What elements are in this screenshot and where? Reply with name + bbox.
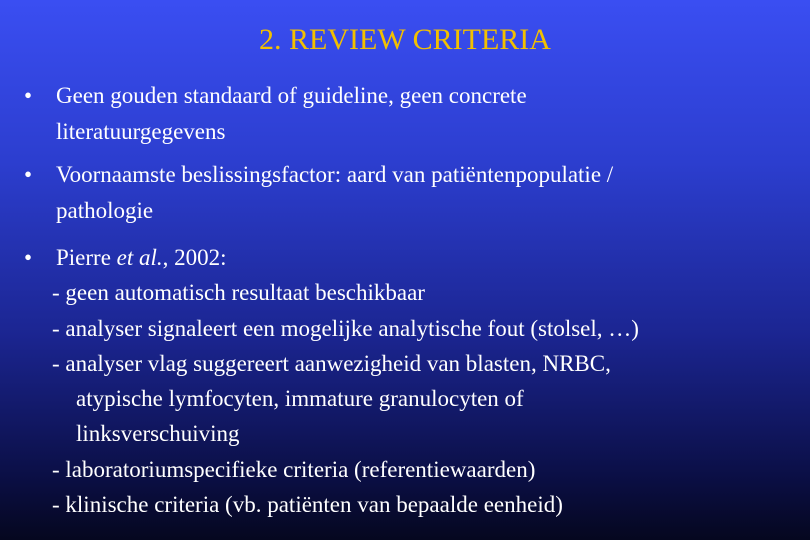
sub-criterion-3-cont-2: linksverschuiving [76,421,240,447]
sub-criterion-1: - geen automatisch resultaat beschikbaar [52,280,425,306]
sub-criterion-3-cont-1: atypische lymfocyten, immature granulocyten of [76,386,524,412]
citation-year: , 2002: [162,245,227,270]
bullet-2-line-1: Voornaamste beslissingsfactor: aard van patiëntenpopulatie / [56,162,614,187]
bullet-item-3 [24,240,639,522]
sub-criterion-2: - analyser signaleert een mogelijke analytische fout (stolsel, …) [52,315,639,341]
citation-line [56,240,639,275]
bullet-dot: • [24,245,33,270]
bullet-1-line-2: literatuurgegevens [56,119,226,144]
bullet-1-line-1: Geen gouden standaard of guideline, geen concrete [56,83,527,108]
sub-criterion-5: - klinische criteria (vb. patiënten van bepaalde eenheid) [52,492,563,518]
bullet-dot: • [24,83,33,108]
bullet-item-2 [24,157,613,229]
sub-criterion-4: - laboratoriumspecifieke criteria (referentiewaarden) [52,456,536,482]
bullet-2-line-2: pathologie [56,198,154,223]
sub-criterion-3: - analyser vlag suggereert aanwezigheid van blasten, NRBC, [52,350,611,376]
bullet-item-1 [24,78,527,150]
slide-title: 2. REVIEW CRITERIA [259,23,551,56]
citation-author: Pierre [56,245,111,270]
citation-et-al: et al. [116,245,163,270]
bullet-dot: • [24,162,33,187]
